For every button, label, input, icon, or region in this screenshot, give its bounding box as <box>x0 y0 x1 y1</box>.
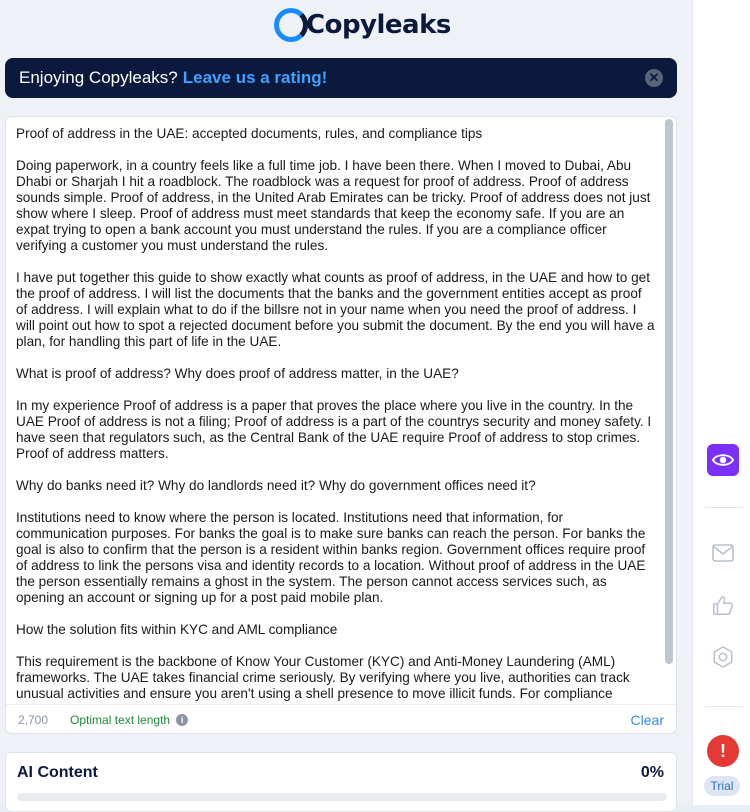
rail-divider <box>705 507 743 508</box>
leave-rating-link[interactable]: Leave us a rating! <box>182 68 328 87</box>
character-count: 2,700 <box>18 712 49 727</box>
editor-scrollbar-thumb[interactable] <box>665 119 673 664</box>
copyleaks-logo[interactable] <box>274 6 451 44</box>
editor-footer <box>6 704 676 734</box>
thumbs-up-icon[interactable] <box>711 594 735 618</box>
rail-divider <box>705 706 743 707</box>
hexagon-settings-icon[interactable] <box>711 645 735 669</box>
clear-button[interactable]: Clear <box>630 712 664 728</box>
editor-scrollbar[interactable] <box>665 119 673 701</box>
ai-content-card <box>5 752 677 812</box>
ai-content-percent: 0% <box>640 764 664 781</box>
rating-banner <box>5 58 677 98</box>
logo-wordmark: Copyleaks <box>306 10 451 40</box>
right-sidebar <box>692 0 750 805</box>
banner-text: Enjoying Copyleaks? <box>19 68 178 87</box>
info-icon[interactable]: i <box>176 714 188 726</box>
ai-content-progress-bar <box>17 793 667 801</box>
text-length-status: Optimal text length <box>70 712 171 727</box>
text-input-area[interactable]: Proof of address in the UAE: accepted documents, rules, and compliance tips Doing paperwork, in a country feels like a full time job. I have been there. When I moved to Dubai, Abu Dhabi or Sharjah I hit a roadblock. The roadblock was a request for proof of address. Proof of address sounds simple. Proof of address, in the United Arab Emirates can be tricky. Proof of address does not just show where I sleep. Proof of address must meet standards that keep the economy safe. If you are an expat trying to open a bank account you must understand the rules. If you are a compliance officer verifying a customer you must understand the rules. I have put together this guide to show exactly what counts as proof of address, in the UAE and how to get the proof of address. I will list the documents that the banks and the government entities accept as proof of address. I will explain what to do if the billsre not in your name when you need the proof of address. I will point out how to spot a rejected document before you submit the document. By the end you will have a plan, for handling this part of life in the UAE. What is proof of address? Why does proof of address matter, in the UAE? In my experience Proof of address is a paper that proves the place where you live in the country. In the UAE Proof of address is not a filing; Proof of address is a part of the countrys security and money safety. I have seen that regulators such, as the Central Bank of the UAE require Proof of address to stop crimes. Proof of address matters. Why do banks need it? Why do landlords need it? Why do government offices need it? Institutions need to know where the person is located. Institutions need that information, for communication purposes. For banks the goal is to make sure banks can reach the person. For banks the goal is also to confirm that the person is a resident within banks region. Government offices require proof of address to link the persons visa and identity records to a location. Without proof of address in the UAE the person essentially remains a ghost in the system. The person cannot access services such, as opening an account or signing up for a post paid mobile plan. How the solution fits within KYC and AML compliance This requirement is the backbone of Know Your Customer (KYC) and Anti-Money Laundering (AML) frameworks. The UAE takes financial crime seriously. By verifying where you live, authorities can track unusual activities and ensure you aren't using a shell presence to move illicit funds. For compliance <box>16 126 655 701</box>
ai-content-title: AI Content <box>17 764 98 781</box>
alert-icon[interactable]: ! <box>707 735 739 767</box>
trial-badge[interactable]: Trial <box>704 776 740 796</box>
mail-icon[interactable] <box>711 541 735 565</box>
eye-icon <box>712 449 734 471</box>
close-icon[interactable]: ✕ <box>645 69 663 87</box>
text-editor-card <box>5 116 677 734</box>
ai-detector-eye-button[interactable] <box>707 444 739 476</box>
